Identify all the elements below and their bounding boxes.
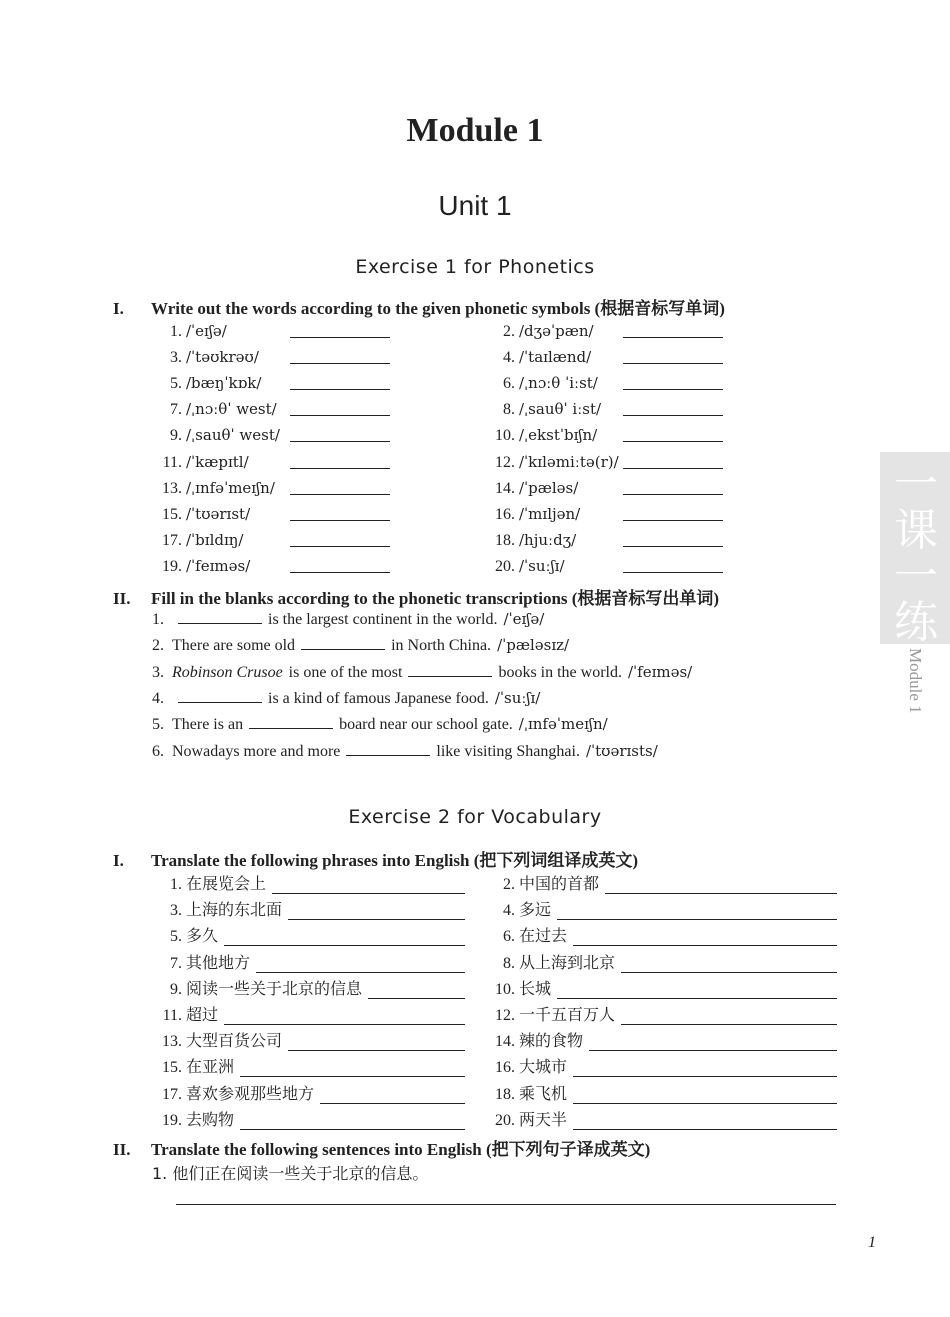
answer-blank[interactable]	[623, 454, 723, 469]
answer-blank[interactable]	[623, 349, 723, 364]
sentence-start: is one of the most	[288, 663, 403, 681]
sentence-start: There are some old	[172, 637, 296, 655]
page-number: 1	[868, 1234, 876, 1251]
item-number: 10.	[495, 427, 515, 445]
chinese-phrase: 中国的首都	[519, 874, 600, 893]
item-number: 14.	[495, 1033, 515, 1051]
item-number: 3.	[170, 902, 182, 920]
item-number: 11.	[162, 1007, 182, 1024]
answer-blank[interactable]	[290, 558, 390, 573]
chinese-phrase: 乘飞机	[519, 1083, 568, 1103]
answer-line[interactable]	[573, 1089, 837, 1104]
chinese-phrase: 从上海到北京	[519, 952, 616, 972]
answer-blank[interactable]	[290, 427, 390, 442]
chinese-phrase: 多久	[186, 926, 219, 946]
phonetic-item	[152, 346, 259, 368]
exercise2-heading: Exercise 2 for Vocabulary	[348, 806, 602, 828]
phonetic-item	[485, 451, 619, 473]
instruction-text: Fill in the blanks according to the phonetic transcriptions (根据音标写出单词)	[151, 589, 720, 608]
answer-blank[interactable]	[408, 662, 492, 677]
phonetic-item	[485, 424, 597, 446]
item-number: 6.	[503, 928, 515, 946]
item-number: 8.	[503, 401, 515, 419]
phonetic-symbol: /ˈbɪldɪŋ/	[186, 530, 244, 549]
phonetic-symbol: /bæŋˈkɒk/	[186, 374, 262, 393]
answer-line[interactable]	[320, 1089, 465, 1104]
vocab-item	[152, 1054, 465, 1077]
vocab-item	[152, 923, 465, 946]
item-number: 1.	[170, 876, 182, 893]
answer-blank[interactable]	[290, 532, 390, 547]
item-number: 12.	[495, 1007, 515, 1024]
item-number: 3.	[152, 663, 164, 681]
phonetic-symbol: /ˌnɔːθˈ west/	[186, 400, 277, 419]
phonetic-symbol: /ˈsuːʃɪ/	[494, 688, 541, 707]
section-numeral: II.	[113, 1140, 131, 1159]
answer-blank[interactable]	[623, 427, 723, 442]
item-number: 2.	[152, 637, 164, 655]
answer-blank[interactable]	[178, 688, 262, 703]
ex2-part1-instruction	[113, 846, 638, 871]
answer-line[interactable]	[368, 984, 465, 999]
item-number: 18.	[495, 1085, 515, 1103]
item-number: 9.	[170, 980, 182, 998]
phonetic-symbol: /dʒəˈpæn/	[519, 322, 594, 340]
item-number: 1.	[152, 1164, 168, 1183]
answer-blank[interactable]	[249, 714, 333, 729]
item-number: 19.	[162, 557, 182, 575]
phonetic-symbol: /ˈeɪʃə/	[503, 610, 545, 628]
item-number: 5.	[170, 375, 182, 393]
vocab-item	[152, 950, 465, 973]
item-number: 17.	[162, 531, 182, 549]
phonetic-item	[485, 320, 594, 342]
chinese-phrase: 阅读一些关于北京的信息	[186, 978, 363, 998]
sentence-end: is a kind of famous Japanese food.	[268, 689, 489, 707]
phonetic-symbol: /ˈfeɪməs/	[186, 556, 251, 575]
phonetic-item	[485, 555, 565, 577]
instruction-text: Write out the words according to the given phonetic symbols (根据音标写单词)	[151, 299, 725, 318]
answer-line[interactable]	[605, 879, 837, 894]
instruction-text: Translate the following sentences into English (把下列句子译成英文)	[151, 1140, 651, 1159]
chinese-phrase: 多远	[519, 900, 552, 920]
chinese-phrase: 其他地方	[186, 952, 251, 972]
answer-line[interactable]	[272, 879, 465, 894]
phonetic-item	[152, 451, 249, 473]
phonetic-symbol: /ˈtʊərɪsts/	[585, 741, 658, 760]
phonetic-symbol: /ˌnɔːθ ˈiːst/	[519, 374, 598, 393]
side-tab-char: 一	[894, 459, 938, 510]
vocab-item	[485, 1002, 837, 1025]
item-number: 15.	[162, 505, 182, 523]
answer-blank[interactable]	[623, 532, 723, 547]
answer-blank[interactable]	[290, 454, 390, 469]
vocab-item	[152, 897, 465, 920]
phonetic-symbol: /ˈfeɪməs/	[627, 662, 693, 681]
item-number: 20.	[495, 557, 515, 575]
answer-line[interactable]	[589, 1036, 837, 1051]
phonetic-item	[152, 424, 280, 446]
chinese-phrase: 一千五百万人	[519, 1005, 616, 1024]
instruction-text: Translate the following phrases into English (把下列词组译成英文)	[151, 851, 639, 870]
vocab-item	[152, 871, 465, 894]
answer-line[interactable]	[224, 931, 465, 946]
side-tab-char: 一	[894, 551, 938, 602]
item-number: 15.	[162, 1059, 182, 1077]
fill-sentence	[152, 609, 544, 629]
answer-line[interactable]	[176, 1204, 836, 1205]
item-number: 1.	[152, 611, 164, 628]
answer-line[interactable]	[288, 905, 465, 920]
chinese-phrase: 喜欢参观那些地方	[186, 1083, 315, 1103]
phonetic-symbol: /ˈkæpɪtl/	[186, 452, 249, 471]
sentence-end: like visiting Shanghai.	[436, 742, 580, 760]
phonetic-item	[485, 477, 578, 499]
phonetic-item	[152, 555, 250, 577]
answer-line[interactable]	[240, 1062, 465, 1077]
phonetic-item	[152, 503, 250, 525]
vocab-item	[485, 1081, 837, 1104]
side-tab-module: Module 1	[906, 648, 925, 714]
item-number: 16.	[495, 1059, 515, 1077]
sentence-end: board near our school gate.	[339, 716, 513, 734]
item-number: 2.	[503, 323, 515, 340]
fill-sentence	[152, 714, 608, 734]
vocab-item	[485, 976, 837, 999]
sentence-end: is the largest continent in the world.	[268, 611, 498, 628]
answer-line[interactable]	[573, 1062, 837, 1077]
item-number: 20.	[495, 1111, 515, 1129]
item-number: 4.	[503, 349, 515, 367]
answer-blank[interactable]	[623, 323, 723, 338]
italic-title: Robinson Crusoe	[172, 663, 283, 681]
answer-blank[interactable]	[290, 401, 390, 416]
chinese-phrase: 上海的东北面	[186, 900, 283, 920]
item-number: 3.	[170, 349, 182, 367]
phonetic-symbol: /ˈsuːʃɪ/	[519, 556, 565, 575]
ex2-part2-instruction	[113, 1135, 650, 1160]
item-number: 18.	[495, 531, 515, 549]
phonetic-symbol: /ˈeɪʃə/	[186, 322, 227, 340]
phonetic-item	[152, 529, 244, 551]
answer-line[interactable]	[256, 958, 465, 973]
vocab-item	[152, 1081, 465, 1104]
vocab-item	[485, 923, 837, 946]
sentence-start: Nowadays more and more	[172, 742, 341, 760]
chinese-phrase: 在亚洲	[186, 1057, 235, 1077]
item-number: 7.	[170, 954, 182, 972]
answer-blank[interactable]	[290, 323, 390, 338]
answer-line[interactable]	[573, 931, 837, 946]
item-number: 11.	[162, 453, 182, 471]
vocab-item	[485, 1107, 837, 1130]
phonetic-symbol: /ˌɪnfəˈmeɪʃn/	[518, 715, 608, 734]
item-number: 7.	[170, 401, 182, 419]
item-number: 5.	[170, 928, 182, 946]
answer-line[interactable]	[621, 1010, 837, 1025]
fill-sentence	[152, 741, 658, 761]
phonetic-symbol: /ˈtəʊkrəʊ/	[186, 348, 259, 367]
sentence-start: There is an	[172, 716, 244, 734]
item-number: 6.	[503, 375, 515, 393]
ex1-part2-instruction	[113, 584, 719, 609]
unit-title: Unit 1	[438, 190, 512, 221]
chinese-phrase: 去购物	[186, 1109, 235, 1129]
translate-sentence-1	[152, 1161, 428, 1184]
ex1-part1-instruction	[113, 294, 725, 319]
vocab-item	[485, 871, 837, 894]
vocab-item	[485, 1028, 837, 1051]
phonetic-symbol: /ˈmɪljən/	[519, 504, 581, 523]
phonetic-item	[152, 477, 275, 499]
item-number: 19.	[162, 1111, 182, 1129]
item-number: 17.	[162, 1085, 182, 1103]
side-tab-char: 课	[894, 505, 938, 556]
section-numeral: II.	[113, 589, 131, 608]
phonetic-item	[485, 372, 598, 394]
answer-line[interactable]	[557, 984, 837, 999]
phonetic-symbol: /ˌekstˈbɪʃn/	[519, 426, 598, 445]
phonetic-symbol: /ˈpæləs/	[519, 478, 579, 497]
answer-blank[interactable]	[290, 480, 390, 495]
answer-blank[interactable]	[623, 375, 723, 390]
fill-sentence	[152, 688, 540, 708]
section-numeral: I.	[113, 299, 124, 318]
answer-line[interactable]	[288, 1036, 465, 1051]
item-number: 10.	[495, 980, 515, 998]
chinese-phrase: 在展览会上	[186, 874, 267, 893]
item-number: 2.	[503, 876, 515, 893]
module-title: Module 1	[406, 112, 544, 149]
vocab-item	[485, 950, 837, 973]
chinese-phrase: 大型百货公司	[186, 1031, 283, 1051]
section-numeral: I.	[113, 851, 124, 870]
phonetic-symbol: /ˌɪnfəˈmeɪʃn/	[186, 478, 275, 497]
side-tab-char: 练	[894, 597, 938, 648]
phonetic-item	[485, 503, 580, 525]
answer-line[interactable]	[557, 905, 837, 920]
item-number: 1.	[170, 323, 182, 340]
phonetic-item	[485, 346, 591, 368]
answer-blank[interactable]	[301, 635, 385, 650]
item-number: 13.	[162, 1033, 182, 1051]
answer-line[interactable]	[224, 1010, 465, 1025]
vocab-item	[152, 1028, 465, 1051]
phonetic-symbol: /ˌsauθˈ iːst/	[519, 400, 602, 419]
fill-sentence	[152, 635, 569, 655]
answer-blank[interactable]	[623, 558, 723, 573]
answer-line[interactable]	[240, 1115, 465, 1130]
chinese-phrase: 长城	[519, 978, 552, 998]
answer-blank[interactable]	[290, 506, 390, 521]
item-number: 14.	[495, 479, 515, 497]
vocab-item	[152, 976, 465, 999]
exercise1-heading: Exercise 1 for Phonetics	[355, 256, 595, 278]
phonetic-symbol: /ˈkɪləmiːtə(r)/	[519, 452, 619, 471]
phonetic-item	[152, 398, 277, 420]
phonetic-item	[152, 320, 227, 342]
phonetic-item	[152, 372, 261, 394]
item-number: 6.	[152, 742, 164, 760]
phonetic-symbol: /ˈpæləsɪz/	[497, 636, 570, 655]
phonetic-symbol: /hjuːdʒ/	[519, 530, 577, 549]
answer-blank[interactable]	[346, 741, 430, 756]
phonetic-item	[485, 398, 601, 420]
chinese-phrase: 两天半	[519, 1109, 568, 1129]
vocab-item	[485, 897, 837, 920]
phonetic-symbol: /ˈtʊərɪst/	[186, 504, 251, 523]
answer-line[interactable]	[621, 958, 837, 973]
answer-blank[interactable]	[623, 480, 723, 495]
item-number: 4.	[503, 902, 515, 920]
chinese-phrase: 大城市	[519, 1057, 568, 1077]
item-number: 5.	[152, 716, 164, 734]
vocab-item	[152, 1107, 465, 1130]
item-number: 13.	[162, 479, 182, 497]
item-text: 他们正在阅读一些关于北京的信息。	[172, 1164, 429, 1183]
sentence-end: books in the world.	[498, 663, 622, 681]
answer-line[interactable]	[573, 1115, 837, 1130]
answer-blank[interactable]	[178, 609, 262, 624]
answer-blank[interactable]	[623, 401, 723, 416]
vocab-item	[152, 1002, 465, 1025]
answer-blank[interactable]	[290, 349, 390, 364]
item-number: 12.	[495, 453, 515, 471]
fill-sentence	[152, 662, 692, 682]
item-number: 16.	[495, 505, 515, 523]
item-number: 8.	[503, 954, 515, 972]
phonetic-item	[485, 529, 576, 551]
phonetic-symbol: /ˌsauθˈ west/	[186, 426, 280, 445]
chinese-phrase: 辣的食物	[519, 1031, 584, 1051]
item-number: 4.	[152, 689, 164, 707]
sentence-end: in North China.	[391, 637, 492, 655]
answer-blank[interactable]	[290, 375, 390, 390]
phonetic-symbol: /ˈtaɪlænd/	[519, 348, 592, 367]
vocab-item	[485, 1054, 837, 1077]
item-number: 9.	[170, 427, 182, 445]
chinese-phrase: 超过	[186, 1005, 219, 1024]
answer-blank[interactable]	[623, 506, 723, 521]
chinese-phrase: 在过去	[519, 926, 568, 946]
